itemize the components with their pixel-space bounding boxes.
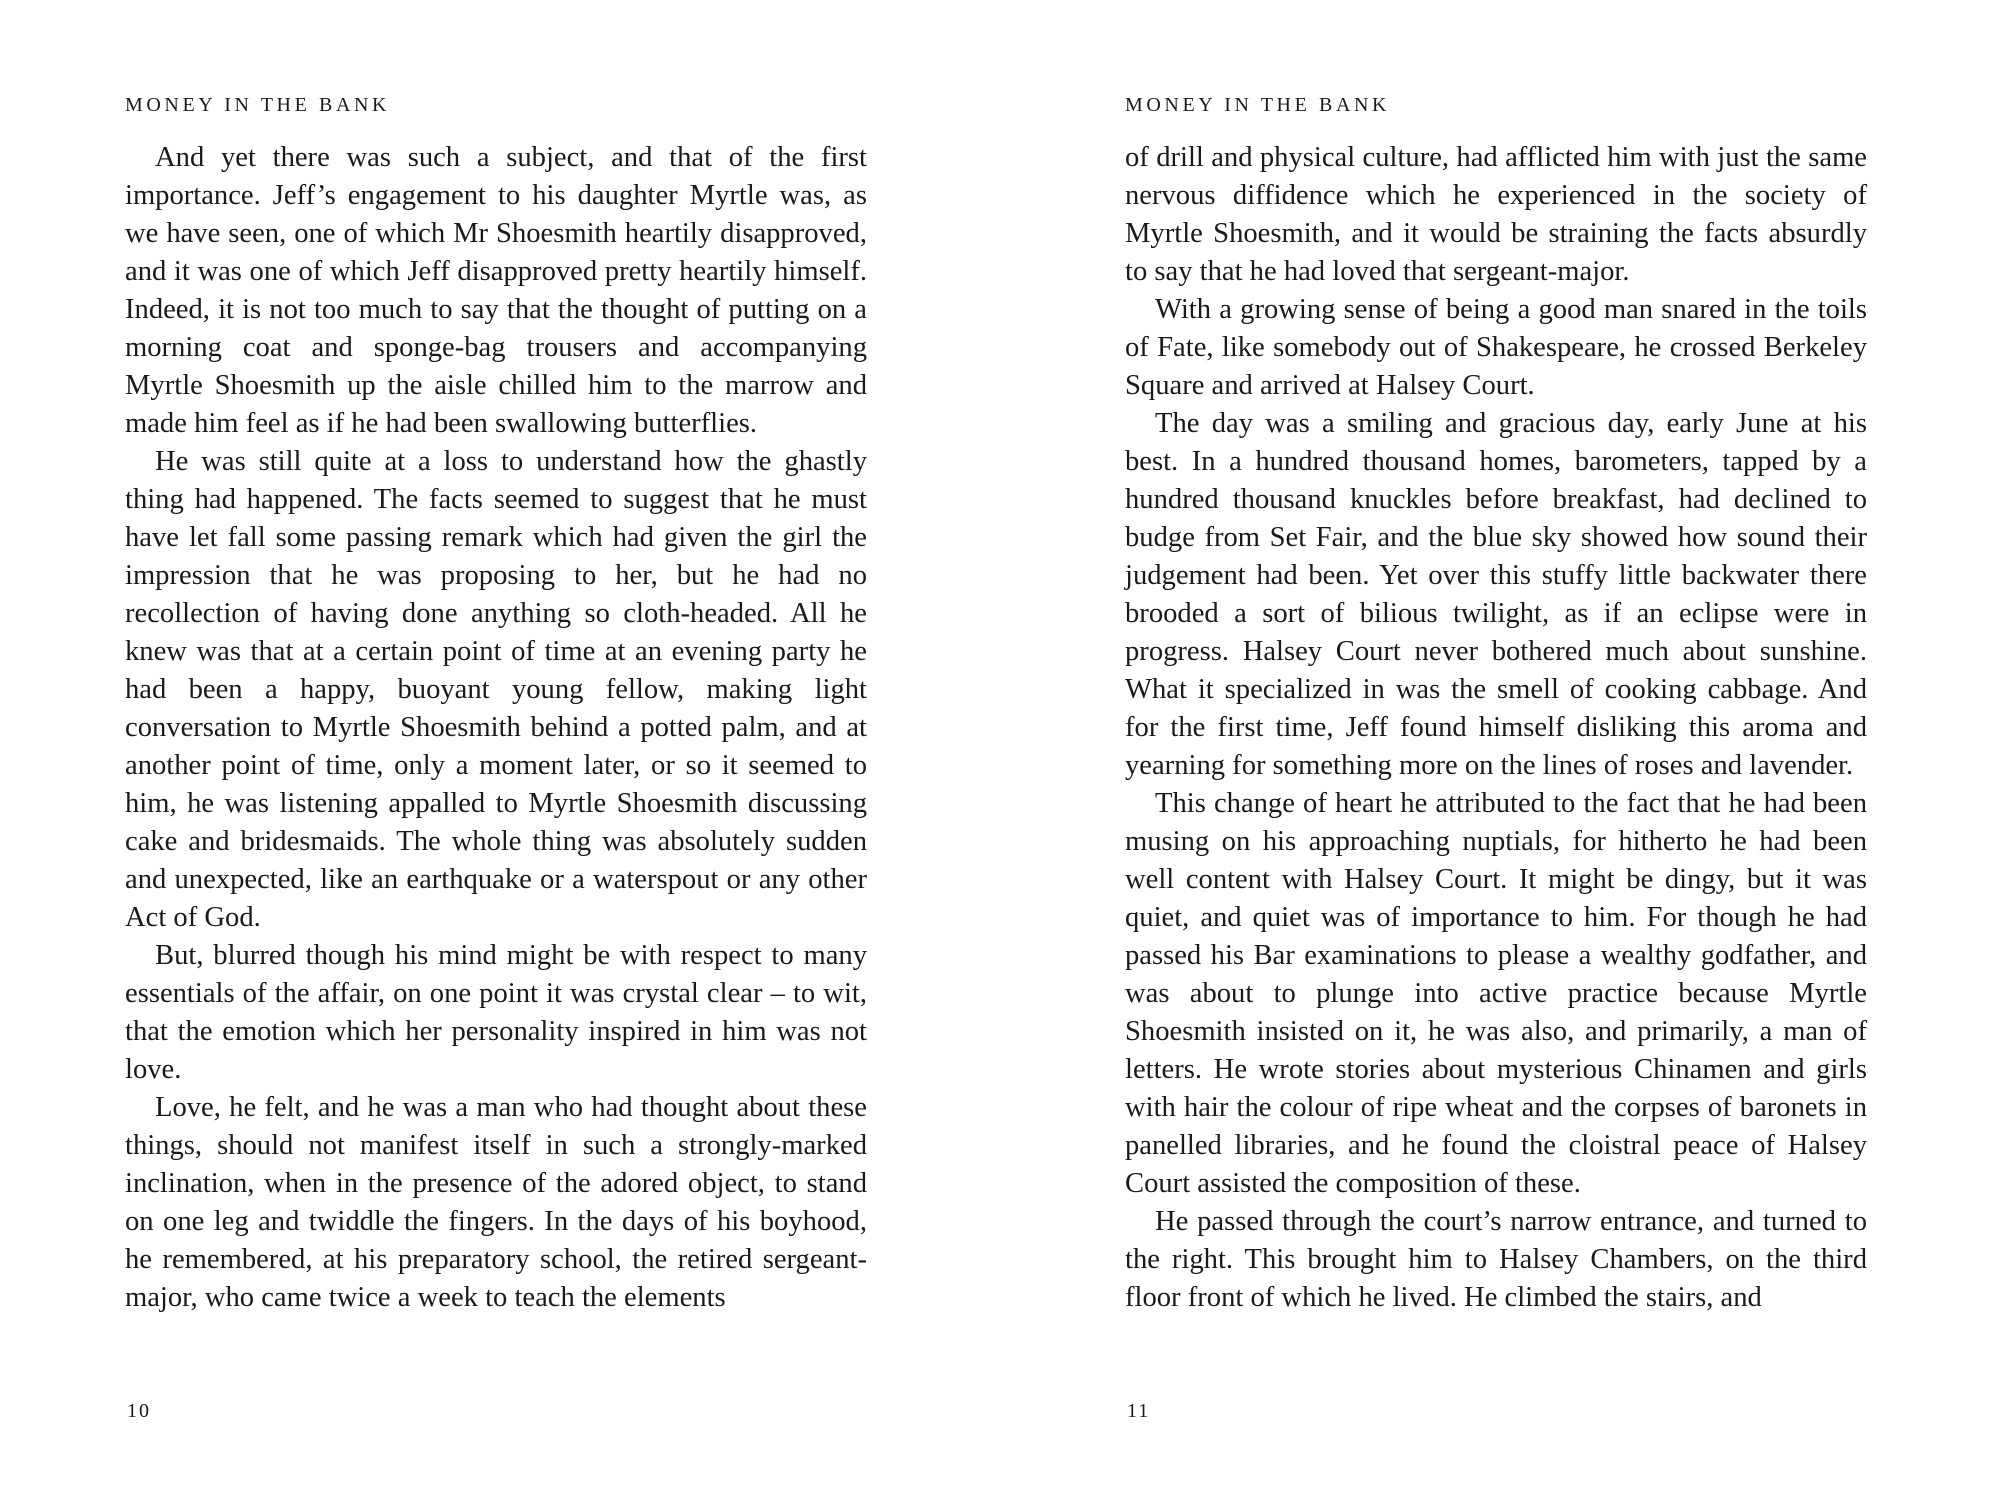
page-number: 11 bbox=[1127, 1400, 1151, 1422]
paragraph: With a growing sense of being a good man snared in the toils of Fate, like somebody out of Shakespeare, he crossed Berkeley Square and arrived at Halsey Court. bbox=[1125, 294, 1867, 401]
paragraph: Love, he felt, and he was a man who had thought about these things, should not manifest itself in such a strongly-marked inclination, when in the presence of the adored object, to stand on one leg and twiddle the fingers. In the days of his boyhood, he remembered, at his preparatory school, the retired sergeant-major, who came twice a week to teach the elements bbox=[125, 1092, 867, 1313]
body-text bbox=[1125, 139, 1867, 1317]
running-head: MONEY IN THE BANK bbox=[125, 94, 391, 116]
right-page bbox=[1125, 0, 1867, 1486]
paragraph: The day was a smiling and gracious day, early June at his best. In a hundred thousand homes, barometers, tapped by a hundred thousand knuckles before breakfast, had declined to budge from Set Fair, and the blue sky showed how sound their judgement had been. Yet over this stuffy little backwater there brooded a sort of bilious twilight, as if an eclipse were in progress. Halsey Court never bothered much about sunshine. What it specialized in was the smell of cooking cabbage. And for the first time, Jeff found himself disliking this aroma and yearning for something more on the lines of roses and lavender. bbox=[1125, 408, 1867, 781]
paragraph: But, blurred though his mind might be with respect to many essentials of the affair, on one point it was crystal clear – to wit, that the emotion which her personality inspired in him was not love. bbox=[125, 940, 867, 1085]
paragraph: This change of heart he attributed to the fact that he had been musing on his approaching nuptials, for hitherto he had been well content with Halsey Court. It might be dingy, but it was quiet, and quiet was of importance to him. For though he had passed his Bar examinations to please a wealthy godfather, and was about to plunge into active practice because Myrtle Shoesmith insisted on it, he was also, and primarily, a man of letters. He wrote stories about mysterious Chinamen and girls with hair the colour of ripe wheat and the corpses of baronets in panelled libraries, and he found the cloistral peace of Halsey Court assisted the composition of these. bbox=[1125, 788, 1867, 1199]
page-number: 10 bbox=[127, 1400, 151, 1422]
left-page bbox=[125, 0, 867, 1486]
body-text bbox=[125, 139, 867, 1317]
paragraph: He passed through the court’s narrow entrance, and turned to the right. This brought him to Halsey Chambers, on the third floor front of which he lived. He climbed the stairs, and bbox=[1125, 1206, 1867, 1313]
paragraph: And yet there was such a subject, and that of the first importance. Jeff’s engagement to his daughter Myrtle was, as we have seen, one of which Mr Shoesmith heartily disapproved, and it was one of which Jeff disapproved pretty heartily himself. Indeed, it is not too much to say that the thought of putting on a morning coat and sponge-bag trousers and accompanying Myrtle Shoesmith up the aisle chilled him to the marrow and made him feel as if he had been swallowing butterflies. bbox=[125, 142, 867, 439]
running-head: MONEY IN THE BANK bbox=[1125, 94, 1391, 116]
paragraph: of drill and physical culture, had afflicted him with just the same nervous diffidence which he experienced in the society of Myrtle Shoesmith, and it would be straining the facts absurdly to say that he had loved that sergeant-major. bbox=[1125, 142, 1867, 287]
paragraph: He was still quite at a loss to understand how the ghastly thing had happened. The facts seemed to suggest that he must have let fall some passing remark which had given the girl the impression that he was proposing to her, but he had no recollection of having done anything so cloth-headed. All he knew was that at a certain point of time at an evening party he had been a happy, buoyant young fellow, making light conversation to Myrtle Shoesmith behind a potted palm, and at another point of time, only a moment later, or so it seemed to him, he was listening appalled to Myrtle Shoesmith discussing cake and bridesmaids. The whole thing was absolutely sudden and unexpected, like an earthquake or a waterspout or any other Act of God. bbox=[125, 446, 867, 933]
